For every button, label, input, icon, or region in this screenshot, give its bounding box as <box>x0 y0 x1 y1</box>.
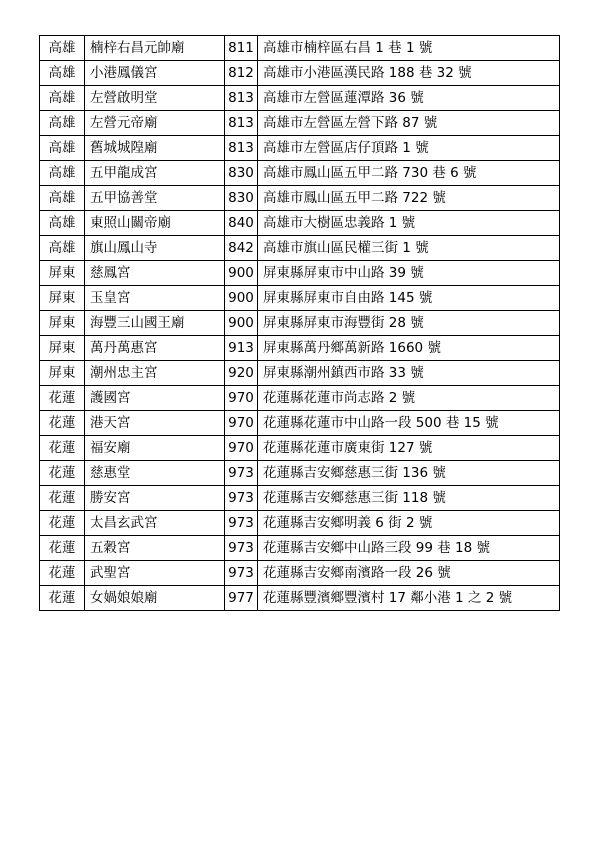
table-row <box>40 86 560 111</box>
county-cell: 高雄 <box>40 211 85 236</box>
address-cell: 高雄市楠梓區右昌 1 巷 1 號 <box>258 36 560 61</box>
address-cell: 屏東縣屏東市中山路 39 號 <box>258 261 560 286</box>
table-row <box>40 111 560 136</box>
table-row <box>40 561 560 586</box>
address-cell: 花蓮縣花蓮市尚志路 2 號 <box>258 386 560 411</box>
temple-name-cell: 慈鳳宮 <box>85 261 225 286</box>
table-row <box>40 36 560 61</box>
postal-code-cell: 840 <box>225 211 258 236</box>
table-row <box>40 311 560 336</box>
county-cell: 花蓮 <box>40 436 85 461</box>
postal-code-cell: 830 <box>225 161 258 186</box>
temple-address-table <box>39 35 560 611</box>
address-cell: 花蓮縣吉安鄉明義 6 街 2 號 <box>258 511 560 536</box>
table-row <box>40 136 560 161</box>
county-cell: 高雄 <box>40 136 85 161</box>
temple-name-cell: 慈惠堂 <box>85 461 225 486</box>
postal-code-cell: 842 <box>225 236 258 261</box>
county-cell: 花蓮 <box>40 486 85 511</box>
county-cell: 屏東 <box>40 336 85 361</box>
postal-code-cell: 900 <box>225 261 258 286</box>
address-cell: 高雄市左營區左營下路 87 號 <box>258 111 560 136</box>
temple-name-cell: 五穀宮 <box>85 536 225 561</box>
postal-code-cell: 813 <box>225 86 258 111</box>
postal-code-cell: 900 <box>225 286 258 311</box>
address-cell: 高雄市小港區漢民路 188 巷 32 號 <box>258 61 560 86</box>
table-row <box>40 261 560 286</box>
table-row <box>40 286 560 311</box>
county-cell: 花蓮 <box>40 586 85 611</box>
temple-name-cell: 武聖宮 <box>85 561 225 586</box>
county-cell: 高雄 <box>40 36 85 61</box>
address-cell: 花蓮縣吉安鄉南濱路一段 26 號 <box>258 561 560 586</box>
address-cell: 高雄市鳳山區五甲二路 722 號 <box>258 186 560 211</box>
temple-name-cell: 小港鳳儀宮 <box>85 61 225 86</box>
county-cell: 高雄 <box>40 61 85 86</box>
county-cell: 高雄 <box>40 111 85 136</box>
temple-name-cell: 左營元帝廟 <box>85 111 225 136</box>
temple-name-cell: 舊城城隍廟 <box>85 136 225 161</box>
address-cell: 屏東縣屏東市海豐街 28 號 <box>258 311 560 336</box>
postal-code-cell: 970 <box>225 411 258 436</box>
table-row <box>40 586 560 611</box>
county-cell: 高雄 <box>40 186 85 211</box>
county-cell: 高雄 <box>40 161 85 186</box>
address-cell: 高雄市左營區蓮潭路 36 號 <box>258 86 560 111</box>
postal-code-cell: 973 <box>225 511 258 536</box>
temple-name-cell: 左營啟明堂 <box>85 86 225 111</box>
temple-name-cell: 護國宮 <box>85 386 225 411</box>
table-row <box>40 61 560 86</box>
address-cell: 花蓮縣花蓮市廣東街 127 號 <box>258 436 560 461</box>
address-cell: 高雄市旗山區民權三街 1 號 <box>258 236 560 261</box>
table-row <box>40 336 560 361</box>
county-cell: 屏東 <box>40 261 85 286</box>
temple-name-cell: 東照山關帝廟 <box>85 211 225 236</box>
postal-code-cell: 977 <box>225 586 258 611</box>
address-cell: 屏東縣萬丹鄉萬新路 1660 號 <box>258 336 560 361</box>
address-cell: 高雄市鳳山區五甲二路 730 巷 6 號 <box>258 161 560 186</box>
address-cell: 花蓮縣豐濱鄉豐濱村 17 鄰小港 1 之 2 號 <box>258 586 560 611</box>
table-row <box>40 536 560 561</box>
temple-name-cell: 港天宮 <box>85 411 225 436</box>
table-row <box>40 486 560 511</box>
postal-code-cell: 900 <box>225 311 258 336</box>
address-cell: 屏東縣屏東市自由路 145 號 <box>258 286 560 311</box>
temple-name-cell: 潮州忠主宮 <box>85 361 225 386</box>
county-cell: 屏東 <box>40 286 85 311</box>
temple-name-cell: 萬丹萬惠宮 <box>85 336 225 361</box>
temple-name-cell: 五甲龍成宮 <box>85 161 225 186</box>
postal-code-cell: 970 <box>225 436 258 461</box>
temple-name-cell: 五甲協善堂 <box>85 186 225 211</box>
temple-name-cell: 太昌玄武宮 <box>85 511 225 536</box>
postal-code-cell: 973 <box>225 486 258 511</box>
postal-code-cell: 920 <box>225 361 258 386</box>
postal-code-cell: 813 <box>225 136 258 161</box>
temple-name-cell: 福安廟 <box>85 436 225 461</box>
temple-name-cell: 勝安宮 <box>85 486 225 511</box>
postal-code-cell: 970 <box>225 386 258 411</box>
county-cell: 花蓮 <box>40 561 85 586</box>
address-cell: 屏東縣潮州鎮西市路 33 號 <box>258 361 560 386</box>
postal-code-cell: 913 <box>225 336 258 361</box>
address-cell: 花蓮縣吉安鄉慈惠三街 118 號 <box>258 486 560 511</box>
address-cell: 花蓮縣吉安鄉中山路三段 99 巷 18 號 <box>258 536 560 561</box>
postal-code-cell: 812 <box>225 61 258 86</box>
address-cell: 花蓮縣花蓮市中山路一段 500 巷 15 號 <box>258 411 560 436</box>
county-cell: 花蓮 <box>40 411 85 436</box>
table-row <box>40 461 560 486</box>
county-cell: 花蓮 <box>40 511 85 536</box>
postal-code-cell: 973 <box>225 561 258 586</box>
temple-name-cell: 楠梓右昌元帥廟 <box>85 36 225 61</box>
postal-code-cell: 973 <box>225 536 258 561</box>
temple-name-cell: 海豐三山國王廟 <box>85 311 225 336</box>
postal-code-cell: 813 <box>225 111 258 136</box>
table-row <box>40 436 560 461</box>
table-body <box>40 36 560 611</box>
county-cell: 屏東 <box>40 361 85 386</box>
temple-name-cell: 女媧娘娘廟 <box>85 586 225 611</box>
temple-name-cell: 玉皇宮 <box>85 286 225 311</box>
table-row <box>40 236 560 261</box>
address-cell: 花蓮縣吉安鄉慈惠三街 136 號 <box>258 461 560 486</box>
postal-code-cell: 830 <box>225 186 258 211</box>
table-row <box>40 161 560 186</box>
table-row <box>40 386 560 411</box>
county-cell: 高雄 <box>40 86 85 111</box>
county-cell: 屏東 <box>40 311 85 336</box>
address-cell: 高雄市大樹區忠義路 1 號 <box>258 211 560 236</box>
temple-name-cell: 旗山鳳山寺 <box>85 236 225 261</box>
table-row <box>40 186 560 211</box>
county-cell: 花蓮 <box>40 461 85 486</box>
table-row <box>40 211 560 236</box>
table-row <box>40 511 560 536</box>
postal-code-cell: 811 <box>225 36 258 61</box>
county-cell: 花蓮 <box>40 386 85 411</box>
postal-code-cell: 973 <box>225 461 258 486</box>
address-cell: 高雄市左營區店仔頂路 1 號 <box>258 136 560 161</box>
table-row <box>40 361 560 386</box>
county-cell: 花蓮 <box>40 536 85 561</box>
table-row <box>40 411 560 436</box>
county-cell: 高雄 <box>40 236 85 261</box>
